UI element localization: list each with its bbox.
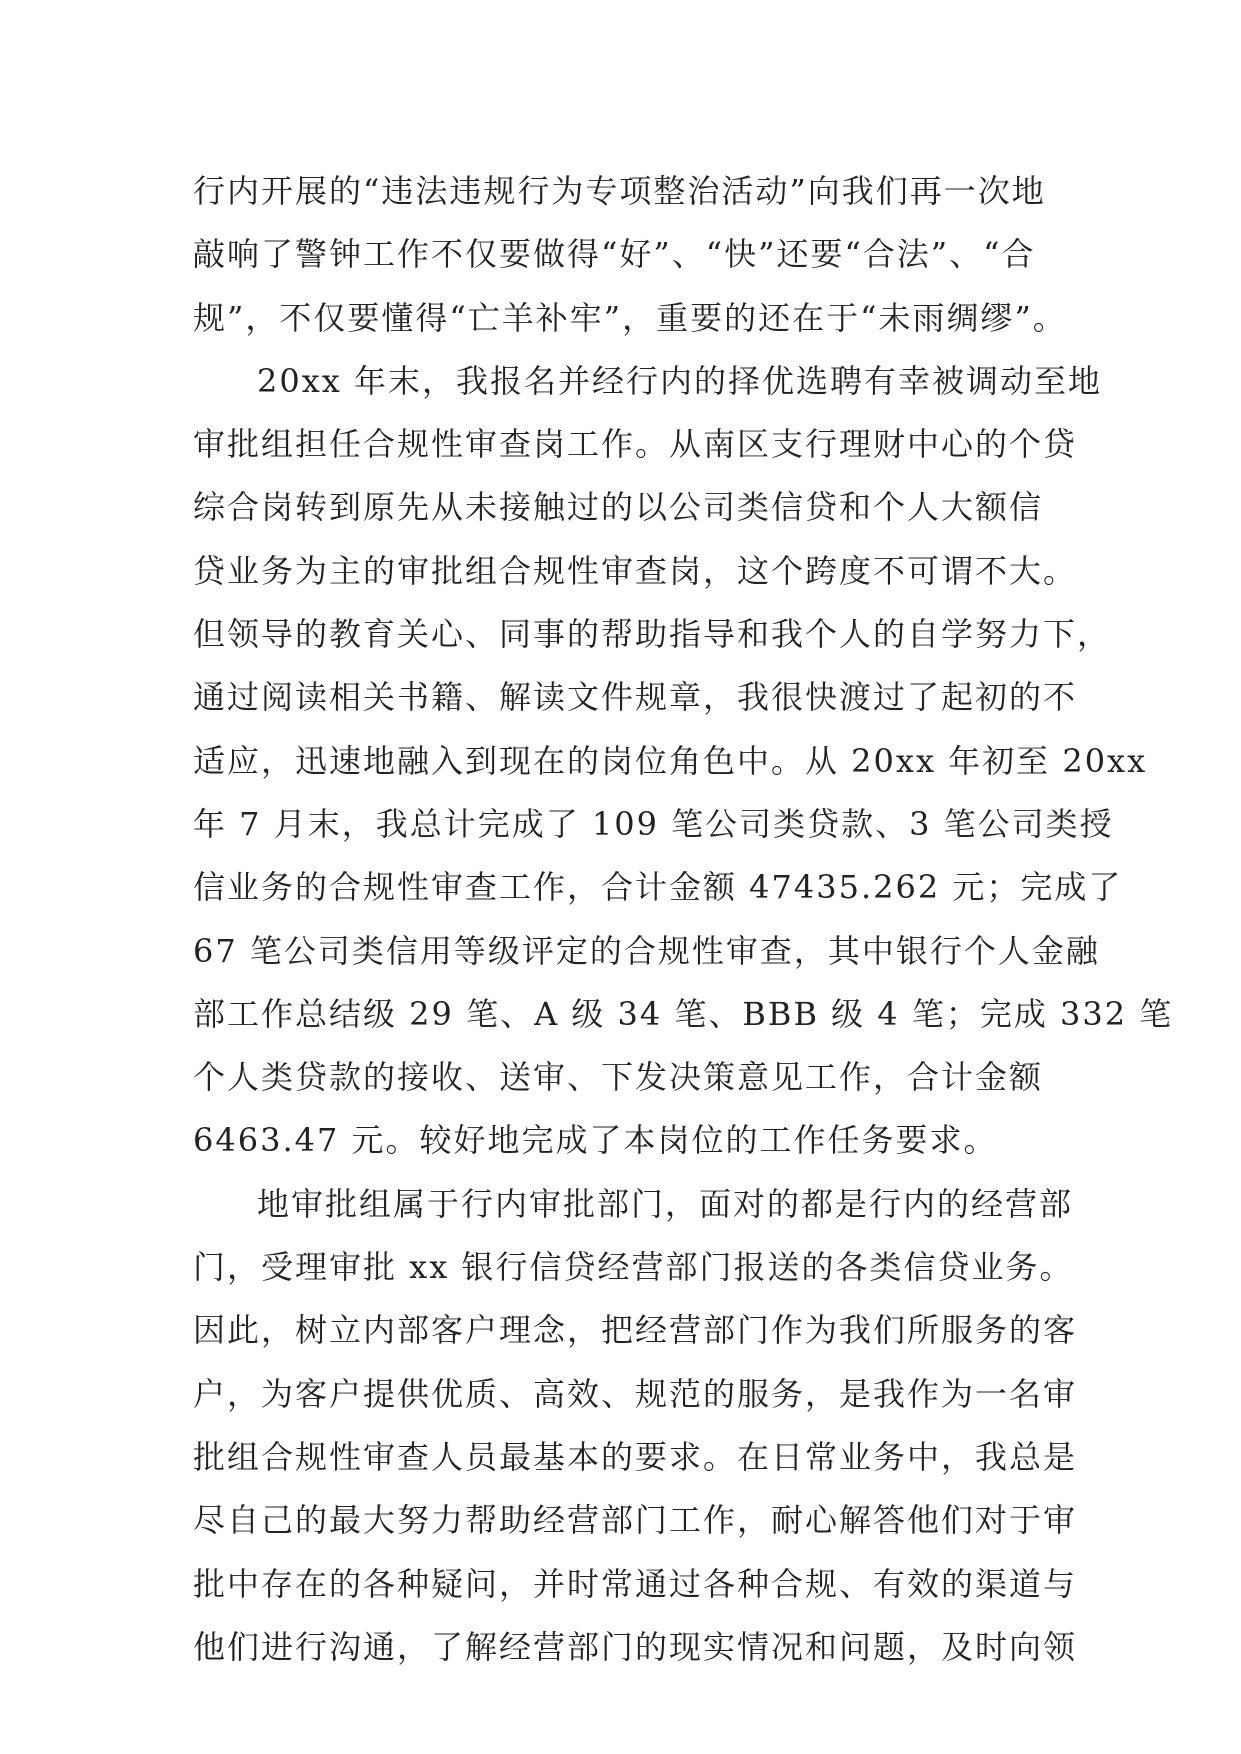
text-line: 适应，迅速地融入到现在的岗位角色中。从 20xx 年初至 20xx	[193, 741, 1148, 780]
text-line: 敲响了警钟工作不仅要做得“好”、“快”还要“合法”、“合	[193, 235, 1036, 274]
text-line: 个人类贷款的接收、送审、下发决策意见工作，合计金额	[193, 1058, 1044, 1097]
text-line: 信业务的合规性审查工作，合计金额 47435.262 元；完成了	[193, 868, 1123, 907]
text-line: 批中存在的各种疑问，并时常通过各种合规、有效的渠道与	[193, 1564, 1078, 1603]
text-line: 6463.47 元。较好地完成了本岗位的工作任务要求。	[193, 1121, 998, 1160]
text-line: 批组合规性审查人员最基本的要求。在日常业务中，我总是	[193, 1437, 1078, 1476]
text-line: 他们进行沟通，了解经营部门的现实情况和问题，及时向领	[193, 1627, 1078, 1666]
text-line: 户，为客户提供优质、高效、规范的服务，是我作为一名审	[193, 1374, 1078, 1413]
text-line: 67 笔公司类信用等级评定的合规性审查，其中银行个人金融	[193, 931, 1100, 970]
text-line: 行内开展的“违法违规行为专项整治活动”向我们再一次地	[193, 172, 1046, 210]
text-line: 但领导的教育关心、同事的帮助指导和我个人的自学努力下，	[193, 615, 1112, 654]
text-line: 尽自己的最大努力帮助经营部门工作，耐心解答他们对于审	[193, 1501, 1078, 1540]
text-line: 规”，不仅要懂得“亡羊补牢”，重要的还在于“未雨绸缪”。	[193, 298, 1067, 337]
text-line: 审批组担任合规性审查岗工作。从南区支行理财中心的个贷	[193, 425, 1078, 464]
text-line: 综合岗转到原先从未接触过的以公司类信贷和个人大额信	[193, 488, 1044, 527]
paragraph-start-line: 20xx 年末，我报名并经行内的择优选聘有幸被调动至地	[257, 361, 1102, 400]
text-line: 门，受理审批 xx 银行信贷经营部门报送的各类信贷业务。	[193, 1248, 1074, 1287]
text-line: 部工作总结级 29 笔、A 级 34 笔、BBB 级 4 笔；完成 332 笔	[193, 994, 1174, 1033]
body-text	[193, 160, 1174, 1679]
text-line: 通过阅读相关书籍、解读文件规章，我很快渡过了起初的不	[193, 678, 1078, 717]
text-line: 贷业务为主的审批组合规性审查岗，这个跨度不可谓不大。	[193, 551, 1078, 590]
paragraph-start-line: 地审批组属于行内审批部门，面对的都是行内的经营部	[257, 1184, 1074, 1223]
text-line: 年 7 月末，我总计完成了 109 笔公司类贷款、3 笔公司类授	[193, 804, 1114, 843]
text-line: 因此，树立内部客户理念，把经营部门作为我们所服务的客	[193, 1311, 1078, 1350]
